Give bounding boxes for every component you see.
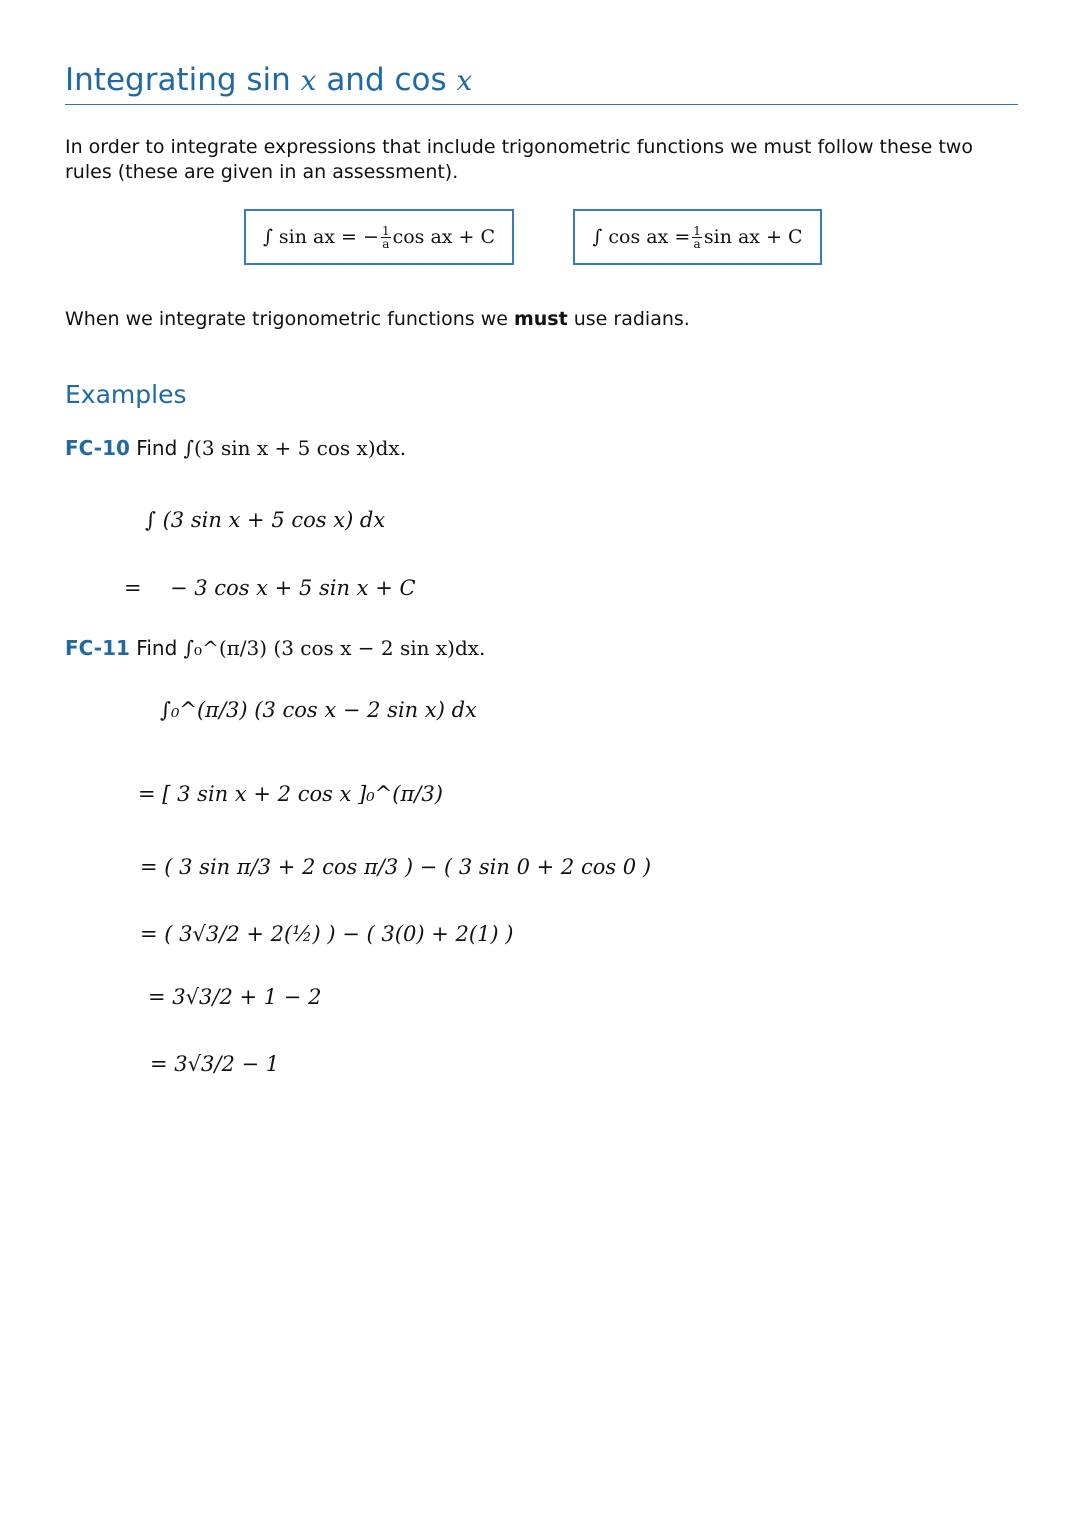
intro-text: In order to integrate expressions that include trigonometric functions we must follow these two rules (these are given in an assessment). (65, 136, 973, 183)
handwritten-line: = ( 3√3/2 + 2(½) ) − ( 3(0) + 2(1) ) (140, 922, 514, 946)
page-title: Integrating sin x and cos x (65, 62, 473, 98)
sin-rule-box: ∫ sin ax = − $\frac{1}{a}$ cos ax + C (244, 209, 514, 265)
handwritten-line: ∫₀^(π/3) (3 cos x − 2 sin x) dx (160, 698, 477, 722)
question-fc10: FC-10 Find ∫(3 sin x + 5 cos x)dx. (65, 436, 407, 460)
title-divider (65, 104, 1018, 105)
handwritten-line: = ( 3 sin π/3 + 2 cos π/3 ) − ( 3 sin 0 + 2 cos 0 ) (140, 855, 652, 879)
handwritten-equals: = (124, 576, 142, 600)
handwritten-line: = [ 3 sin x + 2 cos x ]₀^(π/3) (138, 782, 443, 806)
examples-heading: Examples (65, 380, 187, 409)
handwritten-line: = 3√3/2 − 1 (150, 1052, 280, 1076)
handwritten-line: = 3√3/2 + 1 − 2 (148, 985, 322, 1009)
question-fc11: FC-11 Find ∫₀^(π/3) (3 cos x − 2 sin x)dx. (65, 636, 486, 660)
cos-rule-box: ∫ cos ax = $\frac{1}{a}$ sin ax + C (573, 209, 822, 265)
radians-note: When we integrate trigonometric functions we must use radians. (65, 308, 690, 330)
handwritten-line: − 3 cos x + 5 sin x + C (170, 576, 416, 600)
handwritten-line: ∫ (3 sin x + 5 cos x) dx (145, 508, 386, 532)
